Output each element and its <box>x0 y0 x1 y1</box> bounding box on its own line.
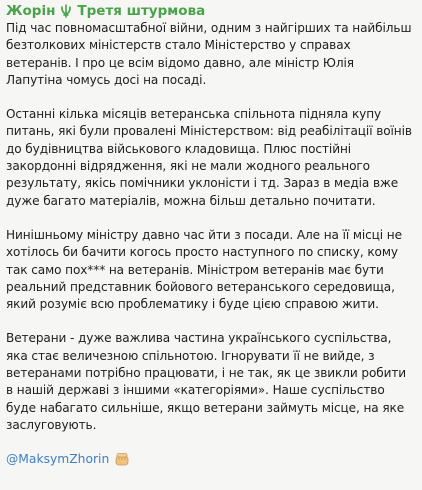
fist-emoji-icon <box>114 452 130 466</box>
author-suffix[interactable]: Третя штурмова <box>77 3 206 19</box>
post-paragraph-4: Ветерани - дуже важлива частина українського суспільства, яка стає величезною спільнотою. Ігнорувати її не вийде, з ветеранами потрібно працювати, і не так, як це звикли робити в нашій державі з іншими «категоріями». Наше суспільство буде набагато сильніше, якщо ветерани займуть місце, на яке заслуговують. <box>6 331 407 432</box>
paragraph-spacer <box>6 313 414 330</box>
post-paragraph-3: Нинішньому міністру давно час йти з посади. Але на її місці не хотілось би бачити когось просто наступного по списку, кому так само пох*** на ветеранів. Міністром ветеранів має бути реальний представник бойового ветеранського середовища, який розуміє всю проблематику і буде цією справою жити. <box>6 227 402 312</box>
post-paragraph-2: Останні кілька місяців ветеранська спільнота підняла купу питань, які були провалені Міністерством: від реабілітації воїнів до будівництва військового кладовища. Плюс постійні закордонні відрядження, які не мали жодного реального результату, якісь помічники уклоністи і тд. Зараз в медіа вже дуже багато матеріалів, можна більш детально почитати. <box>6 107 412 208</box>
paragraph-spacer <box>6 210 414 227</box>
author-name[interactable]: Жорін <box>6 3 56 19</box>
post-author[interactable] <box>6 2 414 20</box>
paragraph-spacer <box>6 89 414 106</box>
signature-link[interactable] <box>6 452 414 466</box>
trident-icon <box>59 4 73 18</box>
signature-text[interactable]: @MaksymZhorin <box>6 452 110 467</box>
post-paragraph-1: Під час повномасштабної війни, одним з найгірших та найбільш безтолкових міністерств стало Міністерство у справах ветеранів. І про це всім відомо давно, але міністр Юлія Лапутіна чомусь досі на посаді. <box>6 21 412 87</box>
